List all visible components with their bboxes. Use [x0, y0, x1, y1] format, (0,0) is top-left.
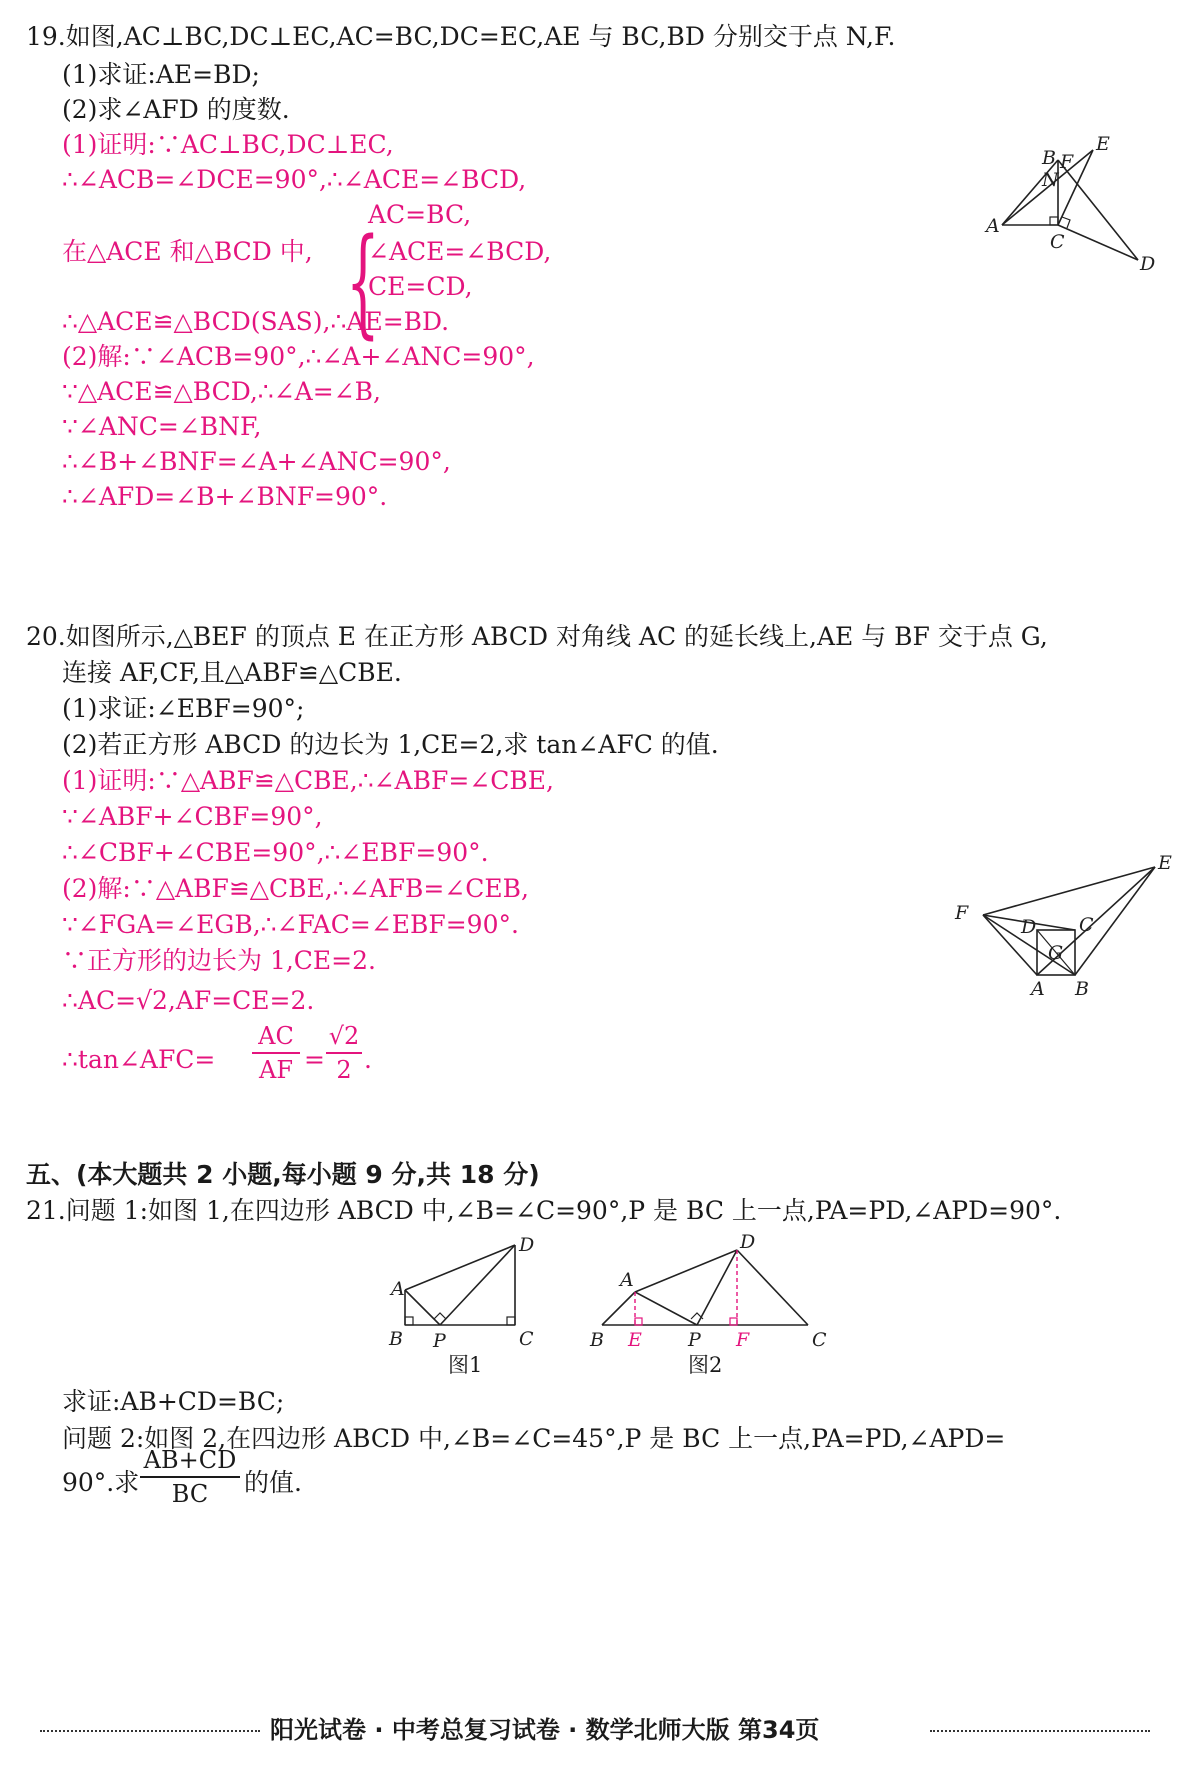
footer-text: 阳光试卷 · 中考总复习试卷 · 数学北师大版 第34页 — [270, 1716, 820, 1744]
q20-answer-line1: (1)证明:∵△ABF≌△CBE,∴∠ABF=∠CBE, — [62, 766, 554, 795]
q19-brace-line1: AC=BC, — [368, 200, 472, 229]
q21-figure-2-caption: 图2 — [688, 1353, 723, 1377]
q20-answer-line7: ∴AC=√2,AF=CE=2. — [62, 986, 315, 1015]
q20-part2: (2)若正方形 ABCD 的边长为 1,CE=2,求 tan∠AFC 的值. — [62, 730, 719, 759]
q20-answer-line4: (2)解:∵△ABF≌△CBE,∴∠AFB=∠CEB, — [62, 874, 529, 903]
q20-period: . — [364, 1045, 372, 1074]
q19-label-D: D — [1140, 253, 1156, 275]
q21-figure-2 — [590, 1230, 835, 1355]
q21-part1: 求证:AB+CD=BC; — [62, 1387, 285, 1416]
q21-frac-numerator: AB+CD — [143, 1446, 237, 1474]
q21-part2: 问题 2:如图 2,在四边形 ABCD 中,∠B=∠C=45°,P 是 BC 上一点,PA=PD,∠APD= — [62, 1424, 1006, 1453]
q21-figure-1 — [385, 1235, 560, 1355]
q20-answer-line6: ∵正方形的边长为 1,CE=2. — [62, 946, 376, 975]
q19-label-E: E — [1096, 133, 1110, 155]
q20-frac1-numerator: AC — [258, 1022, 294, 1050]
q19-label-F: F — [1060, 151, 1074, 173]
q21-fig1-label-C: C — [519, 1328, 534, 1350]
q19-label-C: C — [1050, 231, 1065, 253]
q20-stem-line2: 连接 AF,CF,且△ABF≌△CBE. — [62, 658, 402, 687]
page-footer — [0, 1712, 1185, 1748]
q19-answer-line4: ∴△ACE≌△BCD(SAS),∴AE=BD. — [62, 307, 450, 336]
q19-answer-line5: (2)解:∵∠ACB=90°,∴∠A+∠ANC=90°, — [62, 342, 535, 371]
q20-label-G: G — [1048, 942, 1064, 964]
q19-brace-line3: CE=CD, — [368, 272, 473, 301]
q21-frac-denominator: BC — [171, 1480, 209, 1508]
q19-stem: 19.如图,AC⊥BC,DC⊥EC,AC=BC,DC=EC,AE 与 BC,BD 分别交于点 N,F. — [26, 22, 896, 51]
q19-answer-line7: ∵∠ANC=∠BNF, — [62, 412, 262, 441]
q19-answer-line1: (1)证明:∵AC⊥BC,DC⊥EC, — [62, 130, 394, 159]
q20-answer-line5: ∵∠FGA=∠EGB,∴∠FAC=∠EBF=90°. — [62, 910, 519, 939]
q21-fraction — [140, 1446, 240, 1508]
q20-equals: = — [304, 1045, 325, 1074]
q19-brace: { — [346, 212, 380, 350]
q20-label-E: E — [1158, 852, 1172, 874]
q20-figure — [955, 852, 1172, 1005]
q21-fig1-label-D: D — [519, 1234, 535, 1256]
q19-label-A: A — [986, 215, 1000, 237]
q21-fig2-label-B: B — [590, 1329, 604, 1351]
q21-stem: 21.问题 1:如图 1,在四边形 ABCD 中,∠B=∠C=90°,P 是 BC 上一点,PA=PD,∠APD=90°. — [26, 1196, 1062, 1225]
q20-label-D: D — [1021, 916, 1037, 938]
footer-dotted-rule-left — [40, 1730, 260, 1732]
q19-brace-line2: ∠ACE=∠BCD, — [368, 237, 552, 266]
q20-answer-line2: ∵∠ABF+∠CBF=90°, — [62, 802, 323, 831]
q21-fig2-label-D: D — [740, 1231, 756, 1253]
q21-fig2-label-F: F — [736, 1329, 750, 1351]
q21-fig2-label-C: C — [812, 1329, 827, 1351]
q20-stem-line1: 20.如图所示,△BEF 的顶点 E 在正方形 ABCD 对角线 AC 的延长线上,AE 与 BF 交于点 G, — [26, 622, 1048, 651]
q21-part2-cont: 90°.求 — [62, 1468, 140, 1497]
q20-label-A: A — [1031, 978, 1045, 1000]
q21-fig1-label-B: B — [389, 1328, 403, 1350]
q20-answer-line3: ∴∠CBF+∠CBE=90°,∴∠EBF=90°. — [62, 838, 489, 867]
q19-answer-line6: ∵△ACE≌△BCD,∴∠A=∠B, — [62, 377, 381, 406]
q20-label-C: C — [1079, 914, 1094, 936]
q21-fig2-label-E: E — [628, 1329, 642, 1351]
q19-part1: (1)求证:AE=BD; — [62, 60, 260, 89]
q21-fig2-label-P: P — [688, 1329, 701, 1351]
q21-part2-end: 的值. — [244, 1468, 302, 1497]
q20-answer-line8: ∴tan∠AFC= — [62, 1045, 216, 1074]
q20-label-B: B — [1075, 978, 1089, 1000]
q20-part1: (1)求证:∠EBF=90°; — [62, 694, 305, 723]
q21-fig2-label-A: A — [620, 1269, 634, 1291]
q20-frac1-denominator: AF — [259, 1056, 293, 1084]
q19-answer-line3: 在△ACE 和△BCD 中, — [62, 237, 313, 266]
q19-part2: (2)求∠AFD 的度数. — [62, 95, 290, 124]
q21-figure-1-caption: 图1 — [448, 1353, 483, 1377]
q20-frac2-denominator: 2 — [336, 1056, 352, 1084]
q19-figure — [980, 130, 1160, 310]
q21-fig1-label-P: P — [433, 1330, 446, 1352]
q19-answer-line2: ∴∠ACB=∠DCE=90°,∴∠ACE=∠BCD, — [62, 165, 527, 194]
q20-frac2-numerator: √2 — [328, 1022, 360, 1050]
footer-dotted-rule-right — [930, 1730, 1150, 1732]
q20-label-F: F — [955, 902, 969, 924]
q20-fraction-root2-2 — [326, 1022, 362, 1084]
q19-label-N: N — [1042, 169, 1059, 191]
q19-answer-line8: ∴∠B+∠BNF=∠A+∠ANC=90°, — [62, 447, 451, 476]
q19-label-B: B — [1042, 147, 1056, 169]
q21-fig1-label-A: A — [391, 1278, 405, 1300]
section-5-heading: 五、(本大题共 2 小题,每小题 9 分,共 18 分) — [26, 1160, 540, 1189]
q19-answer-line9: ∴∠AFD=∠B+∠BNF=90°. — [62, 482, 388, 511]
q20-fraction-ac-af — [252, 1022, 300, 1084]
